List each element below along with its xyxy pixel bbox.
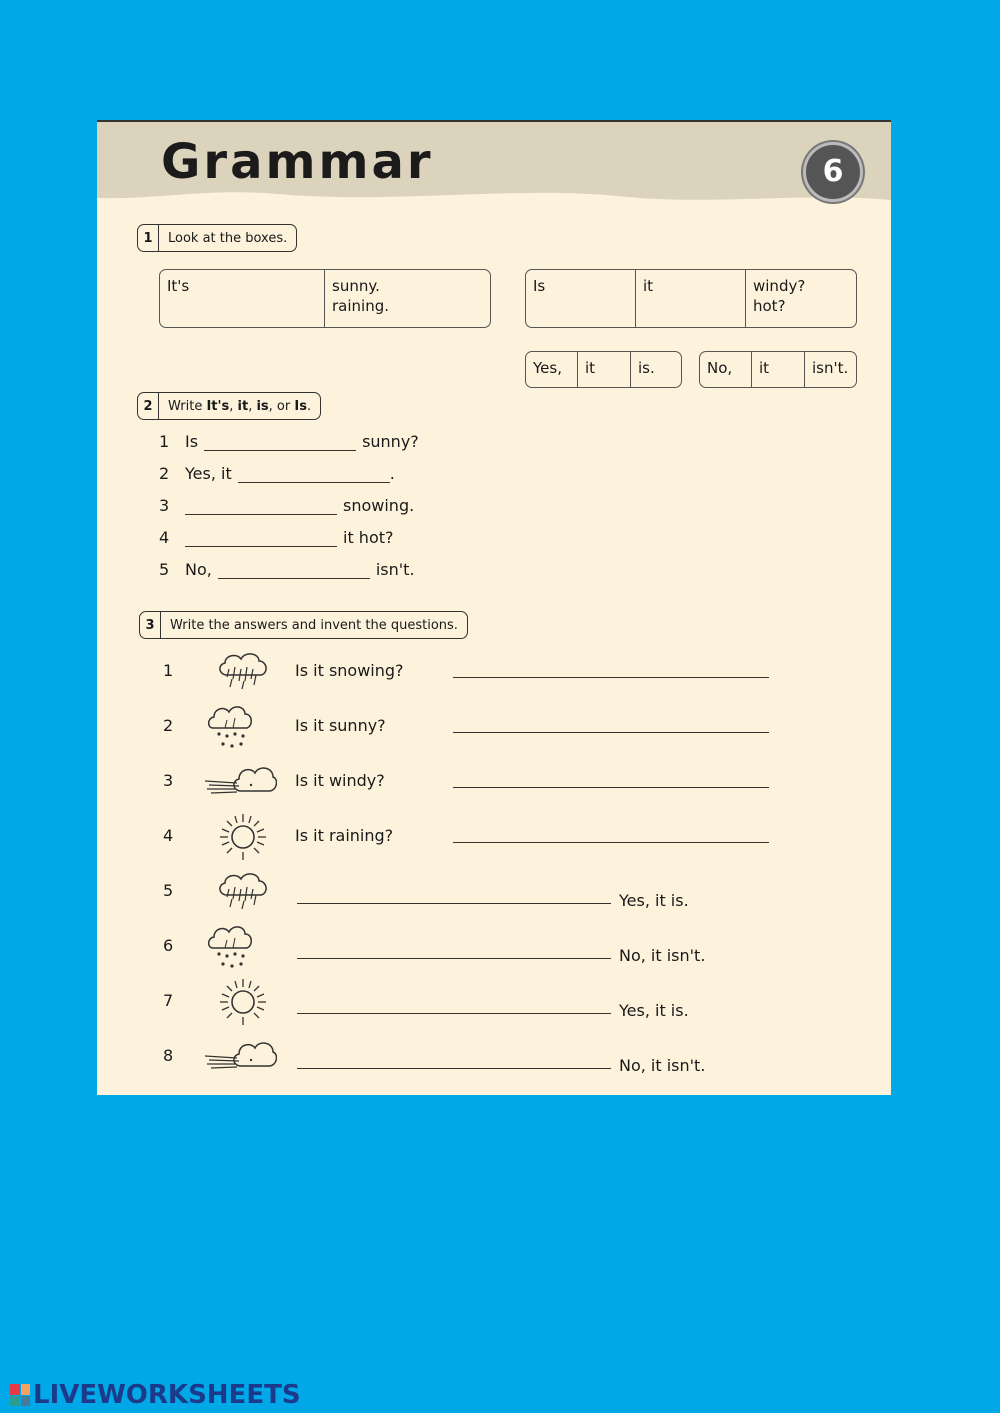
wind-cloud-icon (205, 757, 277, 807)
exercise-number: 3 (140, 612, 161, 638)
answer-blank[interactable] (238, 468, 390, 483)
ex3-row-8 (157, 1032, 857, 1082)
question-text: Is it windy? (295, 771, 385, 790)
item-number: 1 (159, 432, 170, 451)
exercise-1-label (137, 224, 297, 252)
ex3-row-7 (157, 977, 857, 1027)
box-cell: is. (638, 359, 655, 377)
item-number: 8 (163, 1046, 174, 1065)
item-number: 4 (159, 528, 170, 547)
box-cell: Yes, (526, 352, 578, 387)
exercise-2-label (137, 392, 321, 420)
exercise-number: 1 (138, 225, 159, 251)
box-cell: No, (700, 352, 752, 387)
ex3-row-2 (157, 702, 857, 752)
ex2-row-4 (159, 528, 394, 547)
answer-line[interactable] (453, 787, 769, 788)
ex3-row-4 (157, 812, 857, 862)
sun-icon (205, 977, 277, 1027)
instruction-text: Write (168, 398, 207, 414)
question-text: Is it raining? (295, 826, 394, 845)
ex2-row-3 (159, 496, 414, 515)
question-line[interactable] (297, 903, 611, 904)
ex3-row-5 (157, 867, 857, 917)
box-cell: it (636, 270, 746, 327)
box-cell: It's (160, 270, 325, 327)
box-cell: it (752, 352, 805, 387)
item-number: 2 (159, 464, 170, 483)
instruction-text: , or (268, 398, 295, 414)
item-number: 5 (159, 560, 170, 579)
answer-blank[interactable] (218, 564, 370, 579)
question-text: Is it sunny? (295, 716, 386, 735)
worksheet-page (97, 120, 891, 1095)
box-cell (325, 270, 490, 327)
liveworksheets-logo (10, 1380, 301, 1410)
answer-blank[interactable] (204, 436, 356, 451)
grammar-box-is-it (525, 269, 857, 328)
box-cell: isn't. (812, 359, 849, 377)
answer-blank[interactable] (185, 500, 337, 515)
rain-cloud-icon (205, 647, 277, 697)
box-line: sunny. (332, 277, 380, 295)
instruction-text: , (229, 398, 238, 414)
exercise-instruction: Look at the boxes. (168, 230, 288, 246)
item-number: 4 (163, 826, 174, 845)
wind-cloud-icon (205, 1032, 277, 1082)
item-prefix: Is (185, 432, 199, 451)
question-line[interactable] (297, 958, 611, 959)
item-suffix: . (389, 464, 395, 483)
item-prefix: No, (185, 560, 212, 579)
box-cell (746, 270, 856, 327)
snow-cloud-icon (205, 702, 277, 752)
item-suffix: it hot? (343, 528, 394, 547)
box-cell: Is (526, 270, 636, 327)
answer-line[interactable] (453, 677, 769, 678)
question-line[interactable] (297, 1013, 611, 1014)
instruction-text: . (306, 398, 312, 414)
unit-number-badge: 6 (803, 142, 863, 202)
instruction-keyword: Is (294, 398, 307, 414)
box-cell: it (578, 352, 631, 387)
item-prefix: Yes, it (185, 464, 232, 483)
answer-text: Yes, it is. (619, 891, 689, 910)
item-number: 5 (163, 881, 174, 900)
ex2-row-2 (159, 464, 395, 483)
question-text: Is it snowing? (295, 661, 404, 680)
answer-line[interactable] (453, 842, 769, 843)
box-line: windy? (753, 277, 806, 295)
ex2-row-5 (159, 560, 415, 579)
answer-text: No, it isn't. (619, 1056, 706, 1075)
answer-text: No, it isn't. (619, 946, 706, 965)
exercise-number: 2 (138, 393, 159, 419)
ex3-row-1 (157, 647, 857, 697)
answer-text: Yes, it is. (619, 1001, 689, 1020)
brand-name: LIVEWORKSHEETS (33, 1380, 301, 1410)
box-line: hot? (753, 297, 786, 315)
item-suffix: sunny? (362, 432, 419, 451)
logo-mark-icon (10, 1384, 30, 1406)
question-line[interactable] (297, 1068, 611, 1069)
box-line: raining. (332, 297, 389, 315)
answer-line[interactable] (453, 732, 769, 733)
ex3-row-3 (157, 757, 857, 807)
item-number: 3 (163, 771, 174, 790)
item-number: 2 (163, 716, 174, 735)
instruction-keyword: is (256, 398, 269, 414)
instruction-keyword: It's (206, 398, 230, 414)
ex2-row-1 (159, 432, 419, 451)
grammar-box-no (699, 351, 857, 388)
snow-cloud-icon (205, 922, 277, 972)
item-number: 3 (159, 496, 170, 515)
item-number: 7 (163, 991, 174, 1010)
sun-icon (205, 812, 277, 862)
instruction-keyword: it (237, 398, 249, 414)
item-number: 6 (163, 936, 174, 955)
ex3-row-6 (157, 922, 857, 972)
answer-blank[interactable] (185, 532, 337, 547)
exercise-instruction: Write the answers and invent the questions. (170, 617, 458, 633)
exercise-instruction (159, 399, 320, 414)
page-title: Grammar (161, 134, 434, 190)
grammar-box-yes (525, 351, 682, 388)
rain-cloud-icon (205, 867, 277, 917)
instruction-text: , (248, 398, 257, 414)
grammar-box-its (159, 269, 491, 328)
item-number: 1 (163, 661, 174, 680)
exercise-3-label (139, 611, 468, 639)
item-suffix: isn't. (375, 560, 415, 579)
item-suffix: snowing. (343, 496, 415, 515)
